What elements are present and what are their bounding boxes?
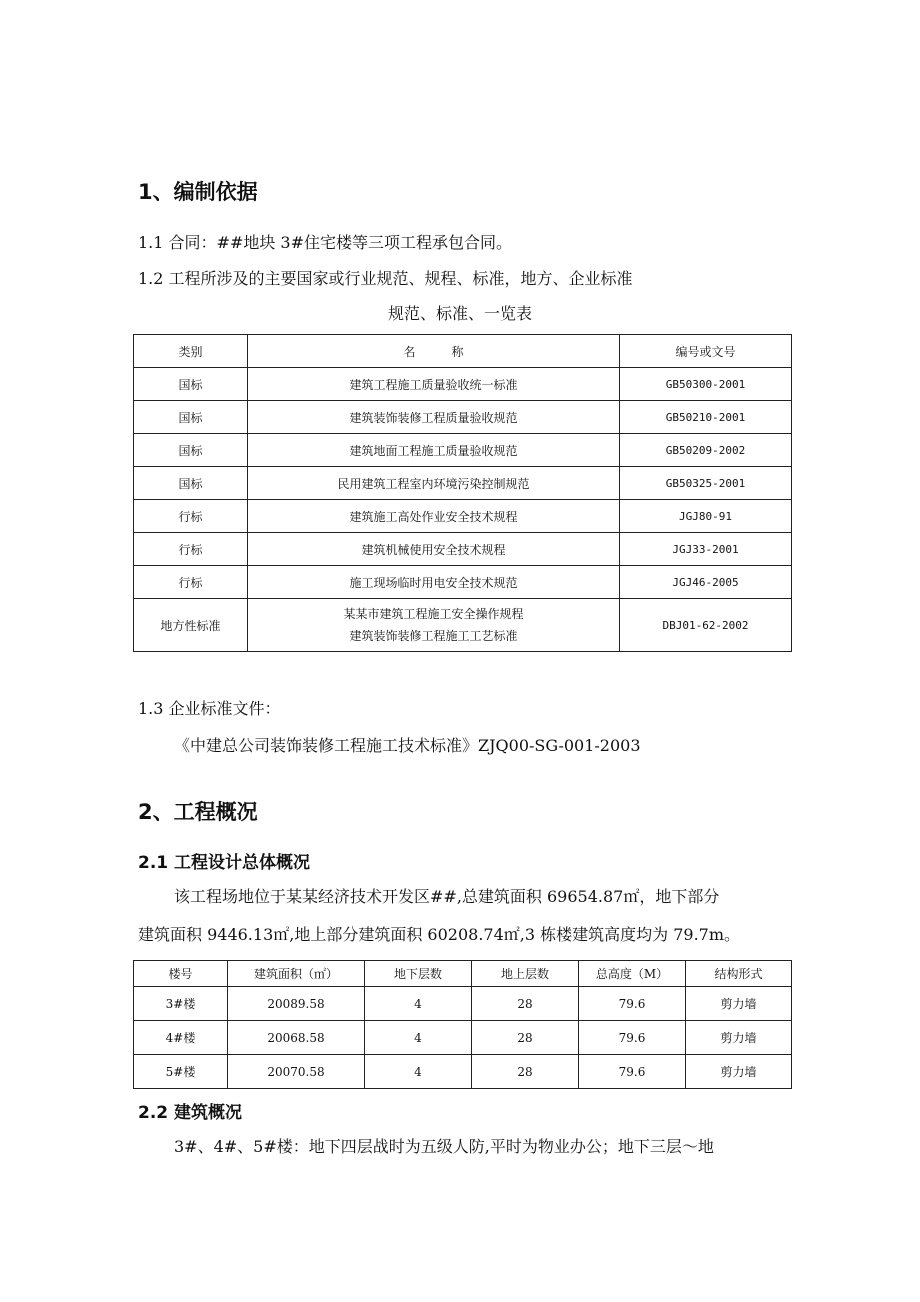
table-row [134,467,792,500]
standards-table [133,334,792,652]
cell-below-floors: 4 [365,1055,472,1089]
contract-line: 1.1 合同：##地块 3#住宅楼等三项工程承包合同。 [138,233,513,252]
cell-category: 国标 [134,434,248,467]
header-code: 编号或文号 [620,335,792,368]
cell-above-floors: 28 [472,1055,579,1089]
cell-code: GB50300-2001 [620,368,792,401]
table-row [134,368,792,401]
table-row [134,1021,792,1055]
section-2-heading: 2、工程概况 [138,800,258,824]
cell-name: 建筑施工高处作业安全技术规程 [248,500,620,533]
cell-category: 行标 [134,500,248,533]
header-name: 名 称 [248,335,620,368]
cell-structure: 剪力墙 [686,987,792,1021]
table-row [134,401,792,434]
subsection-2-2-heading: 2.2 建筑概况 [138,1103,243,1123]
standards-intro-line: 1.2 工程所涉及的主要国家或行业规范、规程、标准，地方、企业标准 [138,269,633,288]
table-row [134,599,792,652]
cell-name: 建筑装饰装修工程质量验收规范 [248,401,620,434]
cell-code: JGJ46-2005 [620,566,792,599]
cell-area: 20089.58 [228,987,365,1021]
table-row [134,1055,792,1089]
cell-name: 建筑机械使用安全技术规程 [248,533,620,566]
subsection-2-1-heading: 2.1 工程设计总体概况 [138,853,311,873]
header-above-floors: 地上层数 [472,961,579,987]
cell-category: 国标 [134,368,248,401]
cell-name: 建筑工程施工质量验收统一标准 [248,368,620,401]
cell-height: 79.6 [579,987,686,1021]
section-1-heading: 1、编制依据 [138,180,258,204]
cell-code: GB50210-2001 [620,401,792,434]
cell-area: 20070.58 [228,1055,365,1089]
cell-structure: 剪力墙 [686,1021,792,1055]
header-height: 总高度（M） [579,961,686,987]
building-table [133,960,792,1089]
cell-category: 行标 [134,533,248,566]
architecture-paragraph: 3#、4#、5#楼：地下四层战时为五级人防,平时为物业办公；地下三层～地 [174,1137,714,1156]
cell-code: JGJ33-2001 [620,533,792,566]
header-area: 建筑面积（㎡） [228,961,365,987]
cell-below-floors: 4 [365,1021,472,1055]
cell-below-floors: 4 [365,987,472,1021]
cell-code: DBJ01-62-2002 [620,599,792,652]
cell-above-floors: 28 [472,1021,579,1055]
cell-height: 79.6 [579,1021,686,1055]
cell-code: JGJ80-91 [620,500,792,533]
header-category: 类别 [134,335,248,368]
header-structure: 结构形式 [686,961,792,987]
cell-name-line: 某某市建筑工程施工安全操作规程 [343,607,524,621]
header-below-floors: 地下层数 [365,961,472,987]
table-row [134,500,792,533]
cell-code: GB50209-2002 [620,434,792,467]
cell-category: 国标 [134,467,248,500]
cell-name: 民用建筑工程室内环境污染控制规范 [248,467,620,500]
table-row [134,533,792,566]
table-row [134,987,792,1021]
cell-code: GB50325-2001 [620,467,792,500]
header-building: 楼号 [134,961,228,987]
cell-name: 施工现场临时用电安全技术规范 [248,566,620,599]
table-header-row [134,335,792,368]
enterprise-standard-item: 《中建总公司装饰装修工程施工技术标准》ZJQ00-SG-001-2003 [174,736,641,755]
table-header-row [134,961,792,987]
cell-category: 国标 [134,401,248,434]
cell-building: 4#楼 [134,1021,228,1055]
cell-above-floors: 28 [472,987,579,1021]
cell-structure: 剪力墙 [686,1055,792,1089]
standards-table-title: 规范、标准、一览表 [387,304,532,323]
cell-area: 20068.58 [228,1021,365,1055]
enterprise-standards-line: 1.3 企业标准文件： [138,699,281,718]
cell-height: 79.6 [579,1055,686,1089]
cell-category: 行标 [134,566,248,599]
cell-name: 建筑地面工程施工质量验收规范 [248,434,620,467]
table-row [134,566,792,599]
cell-category: 地方性标准 [134,599,248,652]
cell-building: 5#楼 [134,1055,228,1089]
table-row [134,434,792,467]
overview-paragraph-line2: 建筑面积 9446.13㎡,地上部分建筑面积 60208.74㎡,3 栋楼建筑高度均为 79.7m。 [138,925,741,944]
cell-building: 3#楼 [134,987,228,1021]
cell-name-line: 建筑装饰装修工程施工工艺标准 [349,629,518,643]
cell-name [248,599,620,652]
overview-paragraph-line1: 该工程场地位于某某经济技术开发区##,总建筑面积 69654.87㎡，地下部分 [174,887,720,906]
